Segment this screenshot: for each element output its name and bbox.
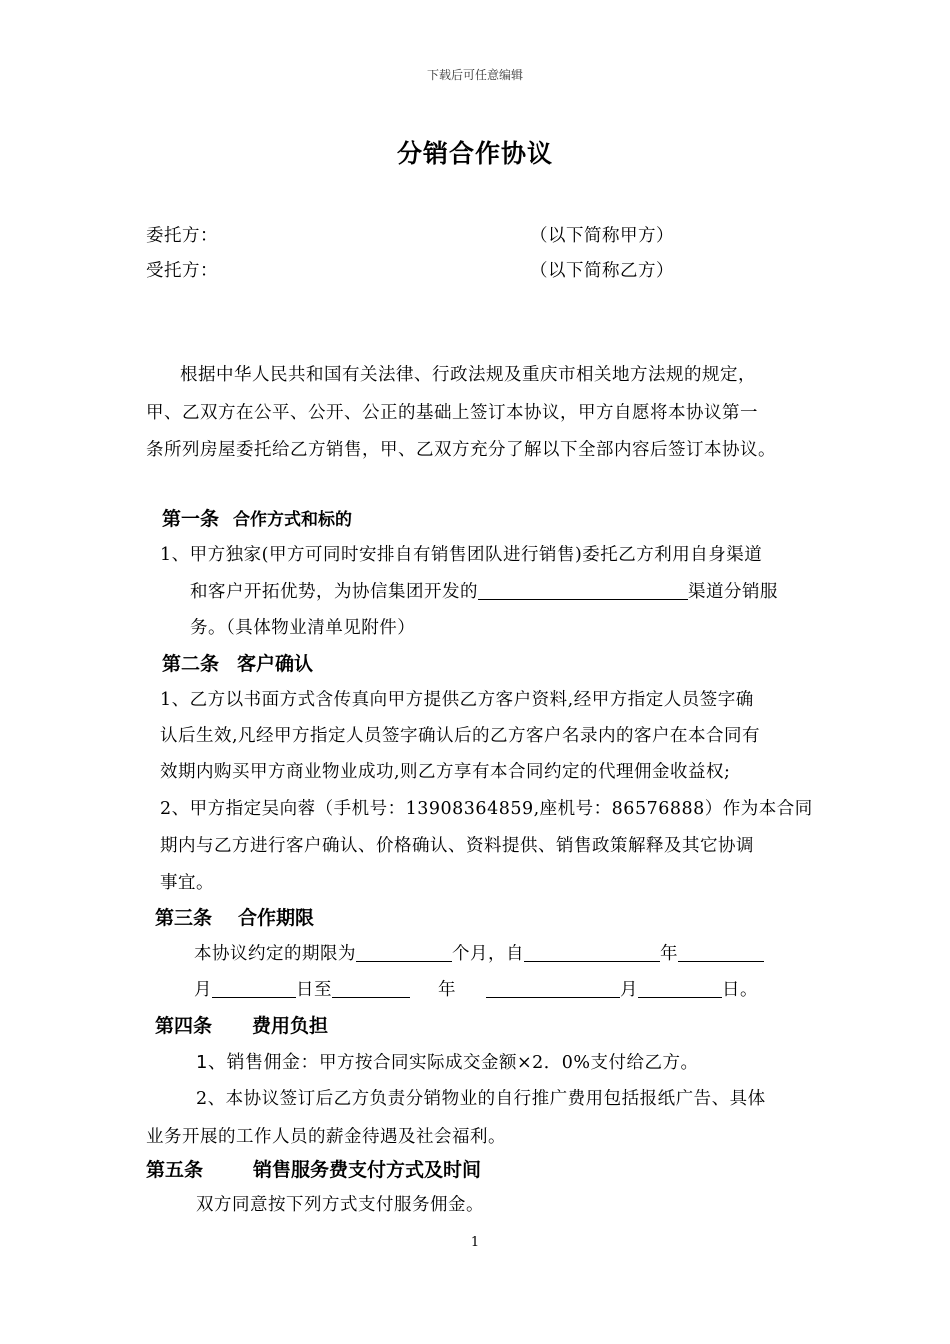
article-2-line-5: 期内与乙方进行客户确认、价格确认、资料提供、销售政策解释及其它协调 — [160, 836, 754, 856]
end-day-blank[interactable] — [638, 979, 722, 998]
sales-commission-label: 1、销售佣金： — [196, 1052, 319, 1073]
article-1-line-3: 务。（具体物业清单见附件） — [190, 618, 416, 638]
project-name-blank[interactable] — [478, 581, 688, 600]
term-text-c: 年 — [660, 944, 678, 964]
article-5-line-1: 双方同意按下列方式支付服务佣金。 — [196, 1195, 484, 1215]
article-5-heading — [146, 1155, 481, 1182]
preamble-line-1: 根据中华人民共和国有关法律、行政法规及重庆市相关地方法规的规定， — [180, 365, 756, 385]
article-2-line-4: 2、甲方指定吴向蓉（手机号：13908364859,座机号：86576888）作为本合同 — [160, 799, 813, 819]
end-year-blank[interactable] — [332, 979, 410, 998]
agent-label: 受托方： — [146, 261, 218, 281]
term-text-h: 日。 — [722, 980, 758, 1000]
article-2-line-1: 1、乙方以书面方式含传真向甲方提供乙方客户资料,经甲方指定人员签字确 — [160, 690, 754, 710]
article-1-line-2 — [190, 578, 778, 603]
article-1-line-2-suffix: 渠道分销服 — [688, 582, 778, 602]
article-5-title: 销售服务费支付方式及时间 — [253, 1159, 482, 1181]
page-number: 1 — [470, 1235, 480, 1250]
article-2-line-2: 认后生效,凡经甲方指定人员签字确认后的乙方客户名录内的客户在本合同有 — [160, 726, 761, 746]
article-3-line-1 — [194, 940, 764, 965]
article-1-line-1: 1、甲方独家(甲方可同时安排自有销售团队进行销售)委托乙方利用自身渠道 — [160, 545, 763, 565]
article-2-title: 客户确认 — [237, 653, 314, 675]
start-month-blank[interactable] — [678, 943, 764, 962]
article-5-number: 第五条 — [146, 1159, 204, 1181]
document-title: 分销合作协议 — [396, 139, 553, 168]
end-month-blank[interactable] — [486, 979, 620, 998]
article-4-item-2-line-1: 2、本协议签订后乙方负责分销物业的自行推广费用包括报纸广告、具体 — [196, 1089, 766, 1109]
article-2-line-3: 效期内购买甲方商业物业成功,则乙方享有本合同约定的代理佣金收益权; — [160, 762, 731, 782]
article-3-heading — [155, 903, 314, 930]
article-1-line-2-prefix: 和客户开拓优势，为协信集团开发的 — [190, 582, 478, 602]
article-3-number: 第三条 — [155, 907, 213, 929]
article-1-heading — [162, 504, 352, 531]
term-text-a: 本协议约定的期限为 — [194, 944, 356, 964]
article-3-title: 合作期限 — [238, 907, 315, 929]
term-text-d: 月 — [194, 980, 212, 1000]
article-4-item-1 — [196, 1048, 699, 1074]
term-text-b: 个月，自 — [452, 944, 524, 964]
term-months-blank[interactable] — [356, 943, 452, 962]
article-2-line-6: 事宜。 — [160, 873, 214, 893]
term-text-e: 日至 — [296, 980, 332, 1000]
agent-alias: （以下简称乙方） — [530, 261, 674, 281]
start-day-blank[interactable] — [212, 979, 296, 998]
client-label: 委托方： — [146, 226, 218, 246]
header-note: 下载后可任意编辑 — [426, 68, 523, 82]
start-year-blank[interactable] — [524, 943, 660, 962]
client-alias: （以下简称甲方） — [530, 226, 674, 246]
term-text-g: 月 — [620, 980, 638, 1000]
article-4-heading — [155, 1011, 328, 1038]
article-3-line-2 — [194, 976, 758, 1001]
article-1-number: 第一条 — [162, 508, 220, 530]
article-2-number: 第二条 — [162, 653, 220, 675]
preamble-line-2: 甲、乙双方在公平、公开、公正的基础上签订本协议，甲方自愿将本协议第一 — [146, 403, 758, 423]
article-4-number: 第四条 — [155, 1015, 213, 1037]
preamble-line-3: 条所列房屋委托给乙方销售，甲、乙双方充分了解以下全部内容后签订本协议。 — [146, 440, 776, 460]
article-4-title: 费用负担 — [252, 1015, 329, 1037]
sales-commission-text: 甲方按合同实际成交金额×2．0%支付给乙方。 — [318, 1053, 699, 1073]
article-2-heading — [162, 649, 313, 676]
article-4-item-2-line-2: 业务开展的工作人员的薪金待遇及社会福利。 — [146, 1127, 506, 1147]
term-text-f: 年 — [438, 980, 456, 1000]
article-1-title: 合作方式和标的 — [233, 510, 353, 530]
